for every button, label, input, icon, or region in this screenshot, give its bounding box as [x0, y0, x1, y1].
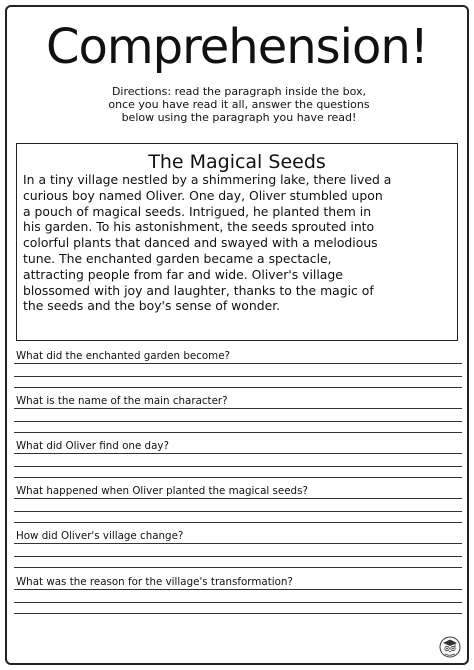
question-2: [14, 395, 462, 441]
passage-line: the seeds and the boy's sense of wonder.: [23, 298, 281, 314]
question-1: [14, 350, 462, 396]
passage-line: curious boy named Oliver. One day, Oliver stumbled upon: [23, 187, 383, 203]
question-1-text: What did the enchanted garden become?: [16, 350, 231, 362]
answer-line[interactable]: [14, 466, 462, 467]
question-5-text: How did Oliver's village change?: [16, 530, 184, 542]
question-4: [14, 485, 462, 531]
passage-line: In a tiny village nestled by a shimmering lake, there lived a: [23, 172, 392, 187]
directions: [47, 85, 431, 124]
passage-line: attracting people from far and wide. Oliver's village: [23, 266, 343, 282]
answer-line[interactable]: [14, 511, 462, 512]
worksheet-page: [5, 5, 469, 665]
answer-line[interactable]: [14, 432, 462, 433]
answer-line[interactable]: [14, 613, 462, 614]
owl-graduate-icon: [439, 636, 461, 658]
question-6-text: What was the reason for the village's transformation?: [16, 576, 293, 588]
answer-line[interactable]: [14, 602, 462, 603]
directions-line-1: Directions: read the paragraph inside the box,: [111, 85, 367, 98]
answer-line[interactable]: [14, 498, 462, 499]
passage-line: colorful plants that danced and swayed with a melodious: [23, 235, 378, 251]
answer-line[interactable]: [14, 589, 462, 590]
passage-line: tune. The enchanted garden became a spectacle,: [23, 250, 332, 266]
passage-line: blossomed with joy and laughter, thanks to the magic of: [23, 282, 374, 298]
passage-line: a pouch of magical seeds. Intrigued, he planted them in: [23, 203, 372, 219]
answer-line[interactable]: [14, 556, 462, 557]
question-6: [14, 576, 462, 622]
answer-line[interactable]: [14, 421, 462, 422]
question-3-text: What did Oliver find one day?: [16, 440, 169, 452]
answer-line[interactable]: [14, 543, 462, 544]
answer-line[interactable]: [14, 453, 462, 454]
answer-line[interactable]: [14, 363, 462, 364]
question-2-text: What is the name of the main character?: [16, 395, 228, 407]
directions-line-2: once you have read it all, answer the questions: [108, 98, 370, 111]
answer-line[interactable]: [14, 408, 462, 409]
passage-text: [23, 172, 455, 314]
answer-line[interactable]: [14, 477, 462, 478]
question-4-text: What happened when Oliver planted the magical seeds?: [16, 485, 308, 497]
passage-title: The Magical Seeds: [148, 151, 326, 173]
passage-line: his garden. To his astonishment, the seeds sprouted into: [23, 219, 375, 235]
question-5: [14, 530, 462, 576]
directions-line-3: below using the paragraph you have read!: [121, 111, 357, 124]
answer-line[interactable]: [14, 387, 462, 388]
question-3: [14, 440, 462, 486]
passage-box: [16, 143, 458, 341]
answer-line[interactable]: [14, 567, 462, 568]
worksheet-title: Comprehension!: [45, 19, 429, 75]
answer-line[interactable]: [14, 522, 462, 523]
answer-line[interactable]: [14, 376, 462, 377]
